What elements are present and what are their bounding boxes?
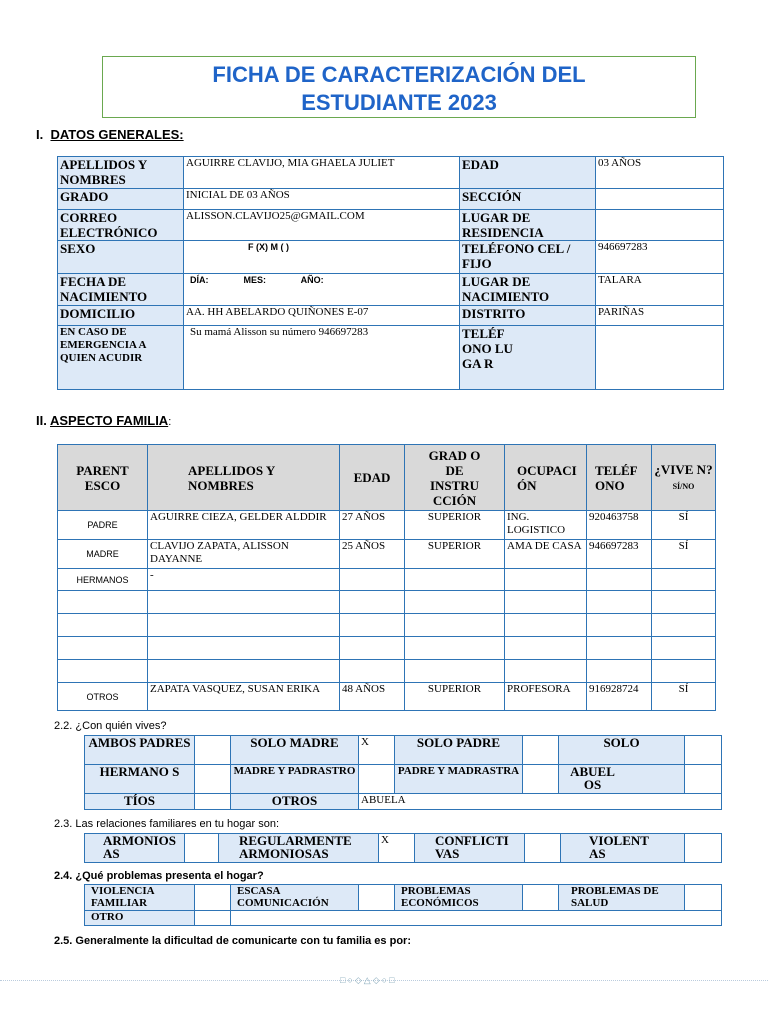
general-data-table	[57, 156, 724, 390]
option-row: TÍOS OTROS ABUELA	[85, 794, 722, 810]
table-row	[58, 591, 716, 614]
general-row: EN CASO DE EMERGENCIA A QUIEN ACUDIR Su mamá Alisson su número 946697283 TELÉF ONO LUGA R	[58, 326, 724, 390]
option-mark[interactable]	[359, 885, 395, 911]
relations-table	[84, 833, 722, 863]
option-row: OTRO	[85, 911, 722, 926]
general-row: GRADO INICIAL DE 03 AÑOS SECCIÓN	[58, 189, 724, 210]
general-row: APELLIDOS Y NOMBRES AGUIRRE CLAVIJO, MIA GHAELA JULIET EDAD 03 AÑOS	[58, 157, 724, 189]
family-table	[57, 444, 716, 711]
title-box	[102, 56, 696, 118]
lives-with-table	[84, 735, 722, 810]
option-mark[interactable]	[523, 885, 559, 911]
question-2-5: 2.5. Generalmente la dificultad de comunicarte con tu familia es por:	[54, 935, 411, 947]
option-mark[interactable]	[195, 765, 231, 794]
option-mark[interactable]: X	[359, 736, 395, 765]
option-mark[interactable]	[195, 885, 231, 911]
option-row: AMBOS PADRES SOLO MADRE X SOLO PADRE SOLO	[85, 736, 722, 765]
question-2-4: 2.4. ¿Qué problemas presenta el hogar?	[54, 870, 264, 882]
other-value[interactable]: ABUELA	[359, 794, 722, 810]
table-row: OTROS ZAPATA VASQUEZ, SUSAN ERIKA 48 AÑOS SUPERIOR PROFESORA 916928724 SÍ	[58, 683, 716, 711]
option-mark[interactable]	[195, 794, 231, 810]
title-line-2: ESTUDIANTE 2023	[301, 90, 497, 115]
table-row	[58, 660, 716, 683]
section-1-heading: I. DATOS GENERALES:	[36, 127, 184, 142]
table-row	[58, 614, 716, 637]
option-row: ARMONIOS AS REGULARMENTE ARMONIOSAS X CONFLICTI VAS VIOLENT AS	[85, 834, 722, 863]
option-mark[interactable]	[685, 736, 722, 765]
option-mark[interactable]	[523, 736, 559, 765]
option-mark[interactable]	[359, 765, 395, 794]
option-mark[interactable]	[685, 834, 722, 863]
family-header-row: PARENT ESCO APELLIDOS Y NOMBRES EDAD GRAD O DE INSTRU CCIÓN OCUPACI ÓN TELÉF ONO ¿VIVE N? SÍ/NO	[58, 445, 716, 511]
option-mark[interactable]	[685, 885, 722, 911]
option-mark[interactable]	[685, 765, 722, 794]
question-2-3: 2.3. Las relaciones familiares en tu hogar son:	[54, 818, 280, 830]
option-mark[interactable]	[195, 736, 231, 765]
general-row: SEXO F (X) M ( ) TELÉFONO CEL / FIJO 946697283	[58, 241, 724, 274]
table-row	[58, 637, 716, 660]
title-line-1: FICHA DE CARACTERIZACIÓN DEL	[212, 62, 586, 87]
general-row: FECHA DE NACIMIENTO DÍA: MES: AÑO: LUGAR DE NACIMIENTO TALARA	[58, 274, 724, 306]
option-mark[interactable]	[185, 834, 219, 863]
option-mark[interactable]	[523, 765, 559, 794]
section-2-heading: II. ASPECTO FAMILIA:	[36, 413, 172, 428]
option-mark[interactable]: X	[379, 834, 415, 863]
option-mark[interactable]	[195, 911, 231, 926]
general-row: CORREO ELECTRÓNICO ALISSON.CLAVIJO25@GMAIL.COM LUGAR DE RESIDENCIA	[58, 210, 724, 241]
option-row: HERMANO S MADRE Y PADRASTRO PADRE Y MADRASTRA ABUEL OS	[85, 765, 722, 794]
footer-shapes-icon: □○◇△◇○□	[340, 975, 397, 985]
question-2-2: 2.2. ¿Con quién vives?	[54, 720, 167, 732]
option-mark[interactable]	[525, 834, 561, 863]
table-row: MADRE CLAVIJO ZAPATA, ALISSON DAYANNE 25 AÑOS SUPERIOR AMA DE CASA 946697283 SÍ	[58, 540, 716, 569]
problems-table	[84, 884, 722, 926]
general-row: DOMICILIO AA. HH ABELARDO QUIÑONES E-07 DISTRITO PARIÑAS	[58, 306, 724, 326]
option-row: VIOLENCIA FAMILIAR ESCASA COMUNICACIÓN PROBLEMAS ECONÓMICOS PROBLEMAS DE SALUD	[85, 885, 722, 911]
other-value[interactable]	[231, 911, 722, 926]
table-row: PADRE AGUIRRE CIEZA, GELDER ALDDIR 27 AÑOS SUPERIOR ING. LOGISTICO 920463758 SÍ	[58, 511, 716, 540]
table-row: HERMANOS -	[58, 569, 716, 591]
